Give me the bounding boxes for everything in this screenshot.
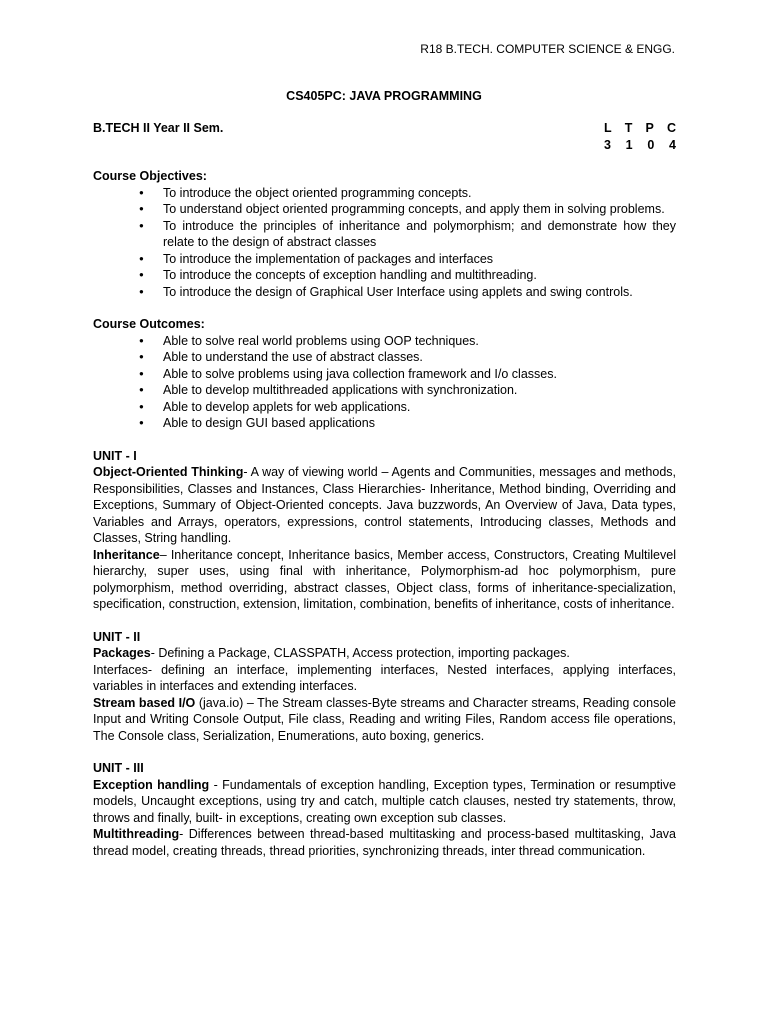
paragraph-lead: Exception handling — [93, 777, 210, 792]
ltpc-labels-row — [604, 120, 676, 137]
paragraph-text: - Defining a Package, CLASSPATH, Access protection, importing packages. — [150, 646, 570, 660]
unit-paragraph — [93, 662, 676, 695]
unit-2-heading: UNIT - II — [93, 629, 141, 644]
paragraph-text: - A way of viewing world – Agents and Communities, messages and methods, Responsibilities, Classes and Instances, Class Hierarchies- Inheritance, Method binding, Overriding and Exceptions, Summary of Object-Oriented concepts. Java buzzwords, An Overview of Java, Data types, Variables and Arrays, operators, expressions, control statements, Introducing classes, Methods and Classes, String handling. — [93, 465, 676, 545]
objectives-heading: Course Objectives: — [93, 169, 207, 183]
list-item: ● Able to solve real world problems using OOP techniques. — [93, 333, 676, 350]
syllabus-body — [93, 168, 676, 859]
list-item: ● To introduce the object oriented programming concepts. — [93, 185, 676, 202]
unit-paragraph — [93, 695, 676, 745]
paragraph-lead: Multithreading — [93, 827, 180, 841]
paragraph-text: Interfaces- defining an interface, implementing interfaces, Nested interfaces, applying interfaces, variables in interfaces and extending interfaces. — [93, 662, 676, 693]
course-title: CS405PC: JAVA PROGRAMMING — [286, 89, 482, 103]
paragraph-lead: Inheritance — [93, 547, 160, 562]
unit-paragraph — [93, 826, 676, 859]
program-header: R18 B.TECH. COMPUTER SCIENCE & ENGG. — [420, 42, 675, 56]
unit-3-heading: UNIT - III — [93, 761, 144, 775]
list-item: ● To introduce the concepts of exception handling and multithreading. — [93, 267, 676, 284]
list-item: ● To introduce the principles of inheritance and polymorphism; and demonstrate how they relate to the design of abstract classes — [93, 218, 676, 251]
unit-paragraph — [93, 645, 676, 662]
ltpc-value: 1 — [625, 137, 633, 152]
list-item: ● Able to solve problems using java collection framework and I/o classes. — [93, 366, 676, 383]
ltpc-values-row — [604, 137, 676, 154]
year-semester: B.TECH II Year II Sem. — [93, 121, 224, 135]
ltpc-label: T — [624, 121, 633, 135]
objectives-list — [93, 185, 676, 301]
unit-paragraph — [93, 777, 676, 827]
paragraph-lead: Packages — [93, 646, 151, 660]
outcomes-list — [93, 333, 676, 432]
ltpc-value: 3 — [604, 137, 611, 152]
list-item: ● To understand object oriented programming concepts, and apply them in solving problems. — [93, 201, 676, 218]
list-item: ● To introduce the implementation of packages and interfaces — [93, 251, 676, 268]
paragraph-text: – Inheritance concept, Inheritance basics, Member access, Constructors, Creating Multilevel hierarchy, super uses, using final with inheritance, Polymorphism-ad hoc polymorphism, pure polymorphism, method overriding, abstract classes, Object class, forms of inheritance-specialization, specification, construction, extension, limitation, combination, benefits of inheritance, costs of inheritance. — [93, 547, 676, 611]
ltpc-label: C — [666, 121, 676, 135]
paragraph-lead: Stream based I/O — [93, 695, 196, 710]
paragraph-lead: Object-Oriented Thinking — [93, 465, 244, 479]
ltpc-value: 0 — [647, 137, 655, 152]
paragraph-text: (java.io) – The Stream classes-Byte streams and Character streams, Reading console Input and Writing Console Output, File class, Reading and writing Files, Random access file operations, The Console class, Serialization, Enumerations, auto boxing, generics. — [93, 695, 677, 743]
paragraph-text: - Differences between thread-based multitasking and process-based multitasking, Java thread model, creating threads, thread priorities, synchronizing threads, inter thread communication. — [93, 827, 676, 858]
list-item: ● Able to design GUI based applications — [93, 415, 676, 432]
unit-1-heading: UNIT - I — [93, 448, 137, 463]
outcomes-heading: Course Outcomes: — [93, 317, 205, 331]
ltpc-label: L — [604, 121, 612, 135]
list-item: ● Able to develop applets for web applications. — [93, 399, 676, 416]
list-item: ● Able to understand the use of abstract classes. — [93, 349, 676, 366]
ltpc-label: P — [645, 121, 654, 135]
ltpc-value: 4 — [669, 137, 676, 152]
list-item: ● To introduce the design of Graphical User Interface using applets and swing controls. — [93, 284, 676, 301]
paragraph-text: - Fundamentals of exception handling, Exception types, Termination or resumptive models, Uncaught exceptions, using try and catch, multiple catch clauses, nested try statements, throw, throws and finally, built- in exceptions, creating own exception sub classes. — [93, 777, 676, 825]
list-item: ● Able to develop multithreaded applications with synchronization. — [93, 382, 676, 399]
unit-paragraph — [93, 464, 676, 547]
unit-paragraph — [93, 547, 676, 613]
ltpc-table — [604, 120, 676, 153]
